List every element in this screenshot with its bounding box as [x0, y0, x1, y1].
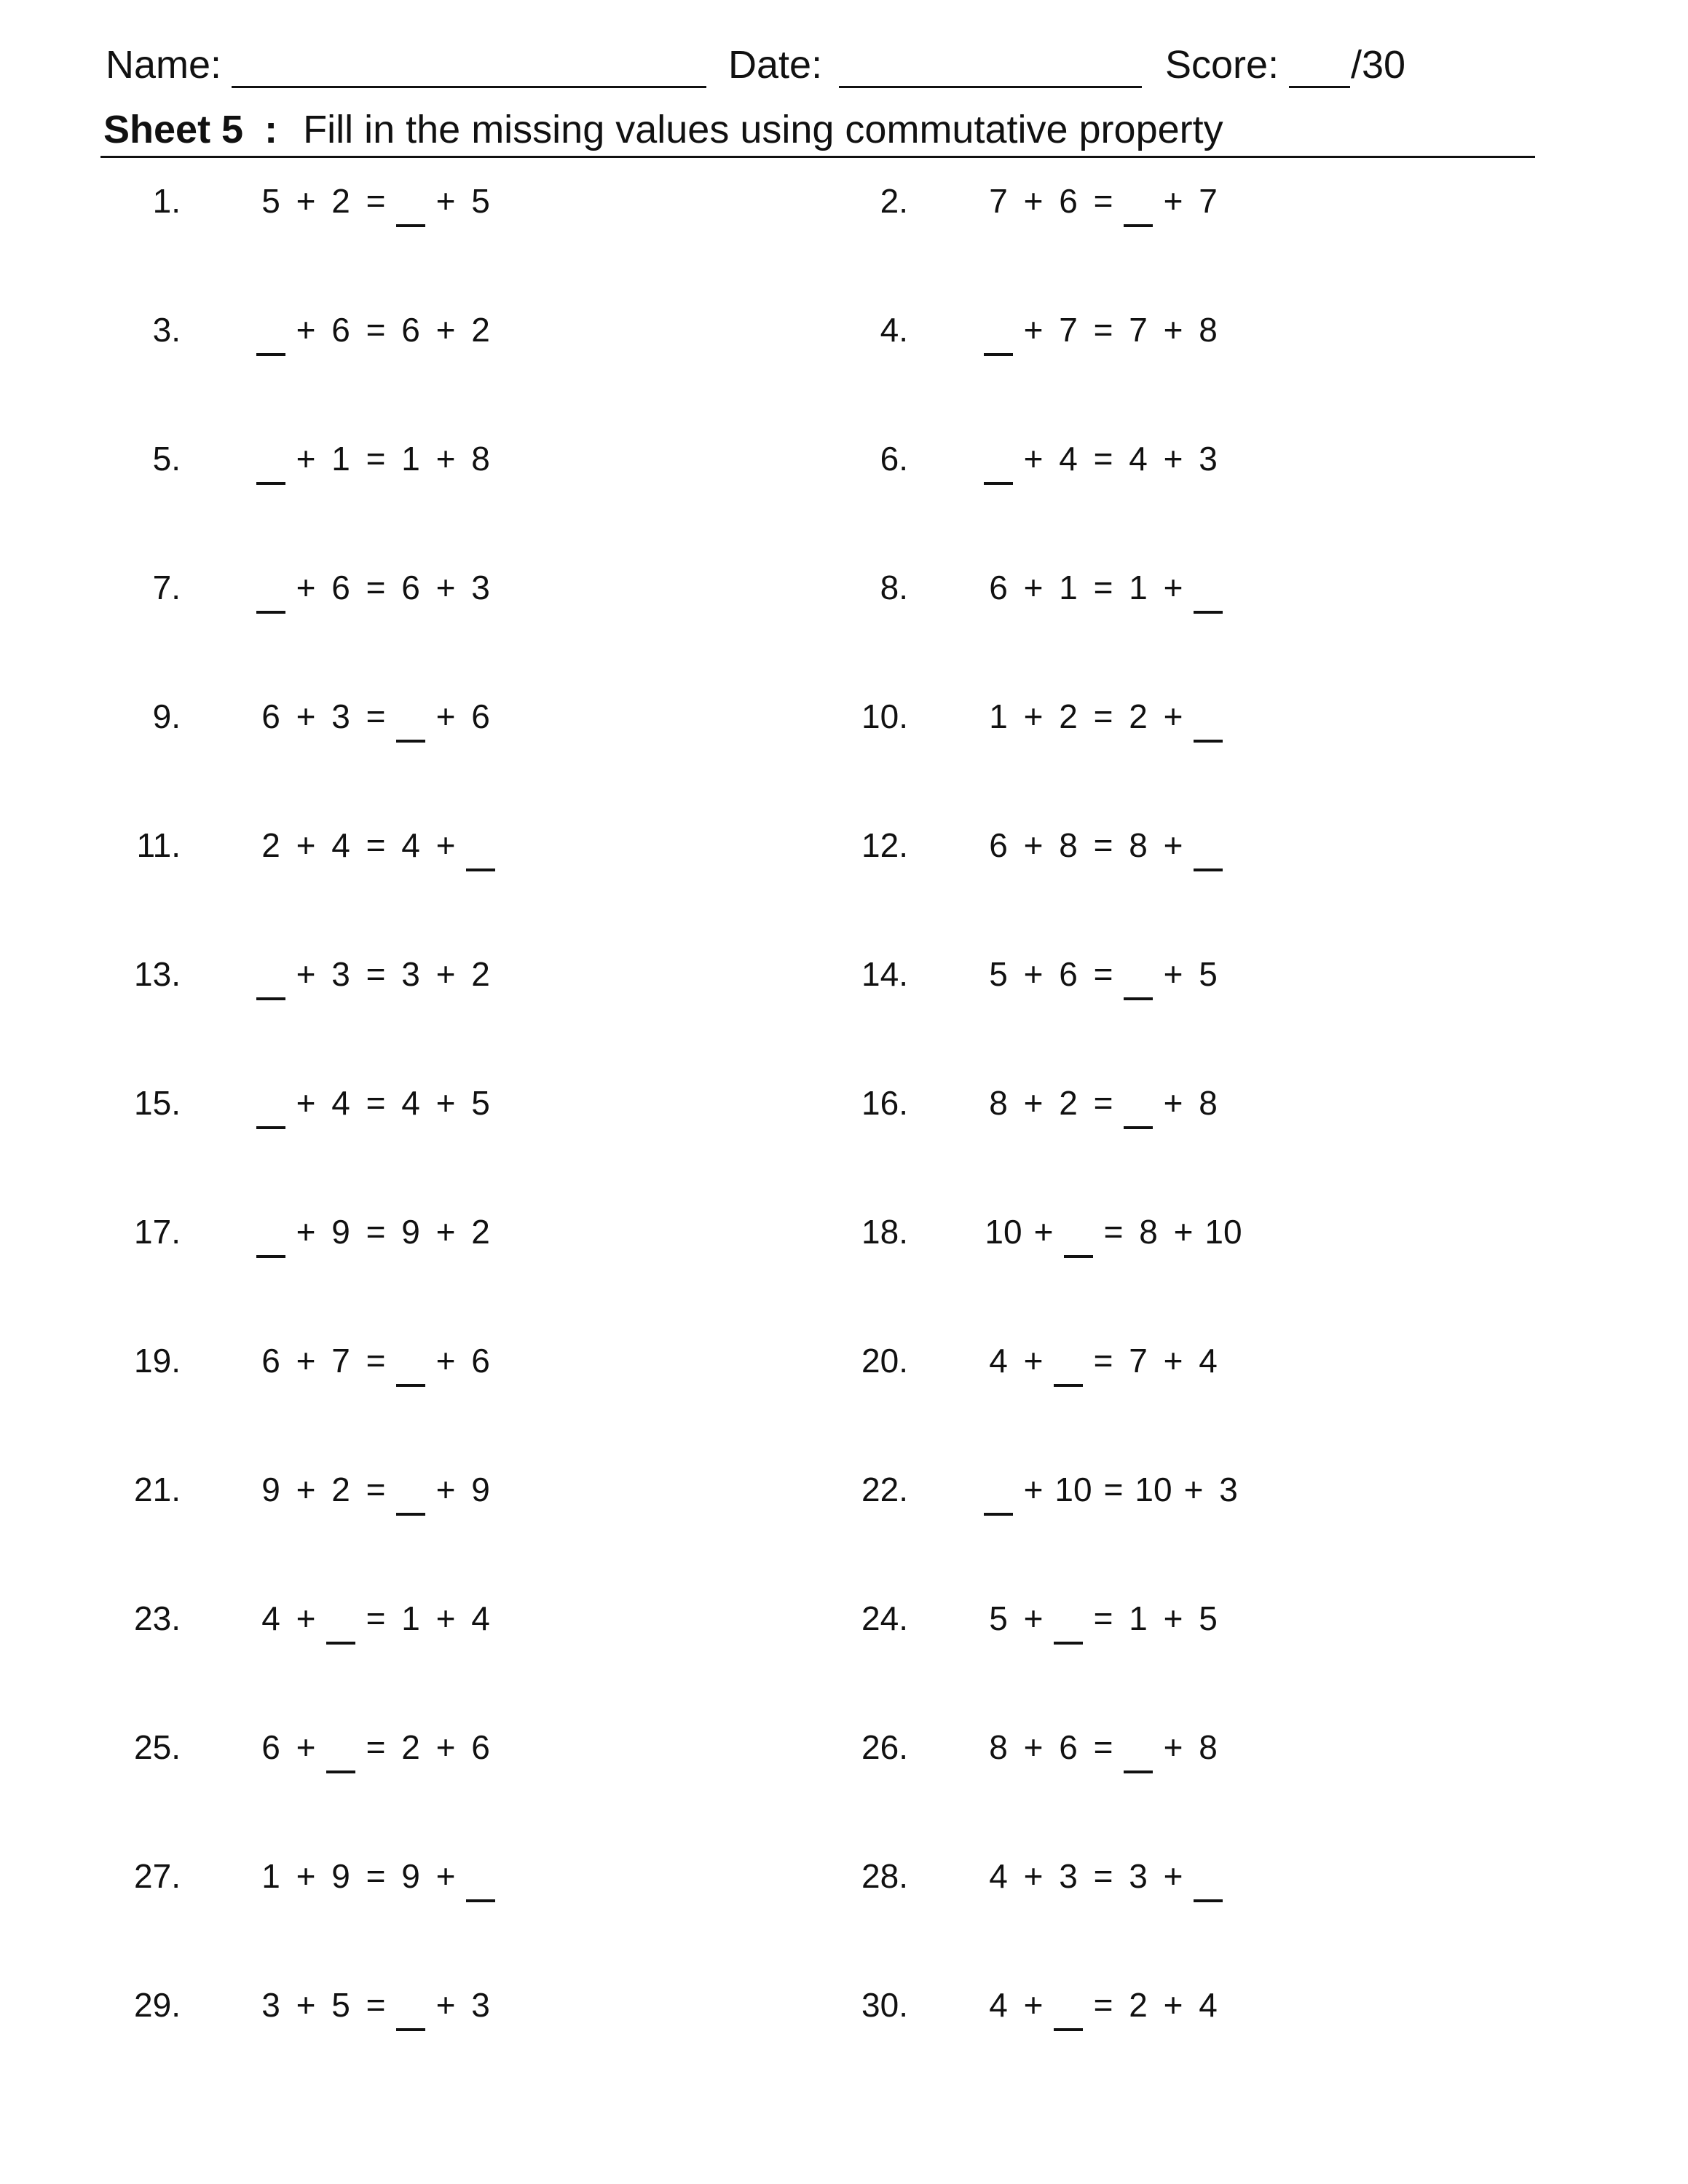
plus-sign: + [296, 569, 316, 606]
plus-sign: + [435, 1471, 456, 1508]
plus-sign: + [435, 1342, 456, 1380]
problem-4 [0, 301, 1688, 359]
operand: 2 [331, 182, 350, 220]
plus-sign: + [1183, 1471, 1204, 1508]
operand: 6 [401, 311, 420, 349]
problem-number: 2. [880, 182, 908, 220]
equals-sign: = [1093, 311, 1113, 349]
operand: 6 [471, 1728, 490, 1766]
equals-sign: = [366, 955, 386, 993]
operand: 6 [261, 697, 280, 735]
score-total: /30 [1351, 43, 1406, 87]
operand: 7 [1059, 311, 1078, 349]
operand: 8 [989, 1084, 1008, 1122]
operand: 2 [471, 1213, 490, 1251]
plus-sign: + [1023, 955, 1044, 993]
operand: 2 [401, 1728, 420, 1766]
plus-sign: + [296, 1728, 316, 1766]
problem-number: 27. [134, 1857, 181, 1895]
problem-number: 4. [880, 311, 908, 349]
plus-sign: + [435, 955, 456, 993]
operand: 2 [331, 1471, 350, 1508]
operand: 2 [1059, 1084, 1078, 1122]
answer-blank[interactable] [1064, 1255, 1093, 1258]
title-separator: : [264, 108, 278, 151]
date-field[interactable] [839, 86, 1142, 88]
equals-sign: = [1093, 1084, 1113, 1122]
equals-sign: = [366, 1213, 386, 1251]
plus-sign: + [296, 1213, 316, 1251]
plus-sign: + [1023, 182, 1044, 220]
plus-sign: + [435, 1986, 456, 2024]
operand: 2 [1129, 697, 1148, 735]
plus-sign: + [1163, 1342, 1183, 1380]
operand: 6 [401, 569, 420, 606]
date-label: Date: [728, 43, 823, 87]
sheet-title: Sheet 5 [103, 108, 244, 151]
operand: 4 [401, 826, 420, 864]
equals-sign: = [1093, 826, 1113, 864]
answer-blank[interactable] [1194, 869, 1223, 871]
problem-number: 7. [152, 569, 181, 606]
plus-sign: + [1023, 826, 1044, 864]
problem-number: 19. [134, 1342, 181, 1380]
equals-sign: = [366, 1599, 386, 1637]
operand: 7 [1129, 1342, 1148, 1380]
plus-sign: + [296, 826, 316, 864]
operand: 4 [401, 1084, 420, 1122]
equals-sign: = [1093, 440, 1113, 478]
plus-sign: + [1163, 1857, 1183, 1895]
problem-30 [0, 1976, 1688, 2034]
plus-sign: + [1163, 311, 1183, 349]
problem-16 [0, 1074, 1688, 1132]
operand: 8 [989, 1728, 1008, 1766]
operand: 9 [331, 1213, 350, 1251]
answer-blank[interactable] [1054, 1642, 1083, 1645]
operand: 6 [989, 826, 1008, 864]
plus-sign: + [435, 311, 456, 349]
problem-number: 9. [152, 697, 181, 735]
problem-number: 30. [861, 1986, 908, 2024]
plus-sign: + [1163, 1986, 1183, 2024]
operand: 4 [471, 1599, 490, 1637]
plus-sign: + [435, 440, 456, 478]
plus-sign: + [435, 569, 456, 606]
equals-sign: = [1093, 1342, 1113, 1380]
operand: 8 [1199, 311, 1218, 349]
plus-sign: + [1163, 955, 1183, 993]
plus-sign: + [1163, 182, 1183, 220]
equals-sign: = [366, 569, 386, 606]
operand: 4 [1199, 1986, 1218, 2024]
problem-number: 20. [861, 1342, 908, 1380]
instruction-text: Fill in the missing values using commutative property [303, 108, 1223, 151]
problem-number: 8. [880, 569, 908, 606]
operand: 5 [471, 1084, 490, 1122]
problem-number: 12. [861, 826, 908, 864]
operand: 4 [331, 826, 350, 864]
plus-sign: + [296, 1342, 316, 1380]
operand: 9 [401, 1213, 420, 1251]
plus-sign: + [1163, 1599, 1183, 1637]
problem-number: 21. [134, 1471, 181, 1508]
worksheet-header [0, 32, 1688, 98]
problem-12 [0, 816, 1688, 874]
problem-number: 29. [134, 1986, 181, 2024]
answer-blank[interactable] [1124, 1126, 1153, 1129]
operand: 3 [1199, 440, 1218, 478]
plus-sign: + [1023, 1857, 1044, 1895]
problem-18 [0, 1203, 1688, 1261]
problem-number: 28. [861, 1857, 908, 1895]
operand: 8 [1199, 1728, 1218, 1766]
problem-number: 17. [134, 1213, 181, 1251]
plus-sign: + [296, 182, 316, 220]
plus-sign: + [435, 1084, 456, 1122]
operand: 8 [1139, 1213, 1158, 1251]
equals-sign: = [366, 182, 386, 220]
operand: 1 [401, 1599, 420, 1637]
plus-sign: + [1163, 440, 1183, 478]
plus-sign: + [1033, 1213, 1054, 1251]
operand: 10 [985, 1213, 1022, 1251]
operand: 9 [471, 1471, 490, 1508]
operand: 4 [331, 1084, 350, 1122]
answer-blank[interactable] [984, 353, 1013, 356]
name-field[interactable] [232, 86, 706, 88]
equals-sign: = [1103, 1471, 1124, 1508]
operand: 8 [1199, 1084, 1218, 1122]
operand: 4 [1199, 1342, 1218, 1380]
answer-blank[interactable] [1054, 1384, 1083, 1387]
operand: 3 [331, 955, 350, 993]
operand: 5 [989, 1599, 1008, 1637]
plus-sign: + [1023, 1471, 1044, 1508]
operand: 6 [331, 311, 350, 349]
equals-sign: = [1093, 1728, 1113, 1766]
problem-number: 5. [152, 440, 181, 478]
equals-sign: = [366, 1728, 386, 1766]
operand: 9 [401, 1857, 420, 1895]
plus-sign: + [296, 1599, 316, 1637]
sheet-instruction-line [103, 100, 1223, 159]
equals-sign: = [366, 1471, 386, 1508]
operand: 6 [1059, 1728, 1078, 1766]
equals-sign: = [1093, 697, 1113, 735]
problem-number: 10. [861, 697, 908, 735]
plus-sign: + [296, 1986, 316, 2024]
plus-sign: + [1023, 1084, 1044, 1122]
operand: 5 [989, 955, 1008, 993]
plus-sign: + [1023, 311, 1044, 349]
answer-blank[interactable] [1124, 1770, 1153, 1773]
operand: 3 [471, 569, 490, 606]
operand: 1 [261, 1857, 280, 1895]
operand: 4 [989, 1986, 1008, 2024]
problem-number: 13. [134, 955, 181, 993]
answer-blank[interactable] [1124, 997, 1153, 1000]
plus-sign: + [1023, 569, 1044, 606]
operand: 2 [471, 311, 490, 349]
plus-sign: + [1023, 697, 1044, 735]
problem-number: 23. [134, 1599, 181, 1637]
operand: 6 [1059, 955, 1078, 993]
operand: 6 [989, 569, 1008, 606]
operand: 2 [471, 955, 490, 993]
plus-sign: + [435, 826, 456, 864]
plus-sign: + [296, 440, 316, 478]
plus-sign: + [1023, 1986, 1044, 2024]
operand: 3 [261, 1986, 280, 2024]
problem-number: 14. [861, 955, 908, 993]
plus-sign: + [435, 697, 456, 735]
equals-sign: = [366, 826, 386, 864]
equals-sign: = [1093, 1599, 1113, 1637]
operand: 9 [261, 1471, 280, 1508]
plus-sign: + [1023, 1342, 1044, 1380]
plus-sign: + [1163, 1728, 1183, 1766]
operand: 4 [989, 1857, 1008, 1895]
plus-sign: + [1173, 1213, 1194, 1251]
answer-blank[interactable] [984, 482, 1013, 485]
plus-sign: + [296, 1471, 316, 1508]
operand: 7 [1129, 311, 1148, 349]
score-field[interactable] [1289, 86, 1350, 88]
operand: 10 [1135, 1471, 1172, 1508]
operand: 3 [1059, 1857, 1078, 1895]
score-label: Score: [1165, 43, 1279, 87]
plus-sign: + [435, 1728, 456, 1766]
operand: 2 [261, 826, 280, 864]
problem-number: 22. [861, 1471, 908, 1508]
equals-sign: = [366, 1084, 386, 1122]
operand: 8 [471, 440, 490, 478]
operand: 5 [331, 1986, 350, 2024]
plus-sign: + [1023, 1599, 1044, 1637]
operand: 6 [471, 1342, 490, 1380]
equals-sign: = [1093, 1986, 1113, 2024]
problem-20 [0, 1332, 1688, 1390]
plus-sign: + [296, 697, 316, 735]
problem-24 [0, 1589, 1688, 1647]
equals-sign: = [1093, 1857, 1113, 1895]
operand: 3 [471, 1986, 490, 2024]
operand: 6 [471, 697, 490, 735]
plus-sign: + [1163, 569, 1183, 606]
header-divider [100, 156, 1535, 158]
equals-sign: = [366, 440, 386, 478]
operand: 6 [261, 1342, 280, 1380]
problem-number: 24. [861, 1599, 908, 1637]
problem-number: 15. [134, 1084, 181, 1122]
problem-number: 6. [880, 440, 908, 478]
problem-26 [0, 1718, 1688, 1776]
problem-2 [0, 172, 1688, 230]
operand: 4 [1129, 440, 1148, 478]
operand: 1 [331, 440, 350, 478]
operand: 5 [1199, 1599, 1218, 1637]
plus-sign: + [1163, 1084, 1183, 1122]
operand: 4 [1059, 440, 1078, 478]
operand: 6 [331, 569, 350, 606]
plus-sign: + [1163, 826, 1183, 864]
equals-sign: = [366, 1857, 386, 1895]
plus-sign: + [435, 182, 456, 220]
operand: 8 [1059, 826, 1078, 864]
answer-blank[interactable] [984, 1513, 1013, 1516]
operand: 3 [1129, 1857, 1148, 1895]
operand: 3 [401, 955, 420, 993]
operand: 10 [1054, 1471, 1092, 1508]
equals-sign: = [366, 1342, 386, 1380]
equals-sign: = [366, 697, 386, 735]
equals-sign: = [366, 1986, 386, 2024]
operand: 2 [1129, 1986, 1148, 2024]
plus-sign: + [296, 311, 316, 349]
problem-number: 18. [861, 1213, 908, 1251]
operand: 9 [331, 1857, 350, 1895]
operand: 1 [1059, 569, 1078, 606]
plus-sign: + [435, 1599, 456, 1637]
operand: 2 [1059, 697, 1078, 735]
operand: 8 [1129, 826, 1148, 864]
plus-sign: + [435, 1857, 456, 1895]
operand: 5 [471, 182, 490, 220]
operand: 4 [261, 1599, 280, 1637]
equals-sign: = [1093, 182, 1113, 220]
plus-sign: + [1023, 440, 1044, 478]
operand: 7 [989, 182, 1008, 220]
name-label: Name: [106, 43, 222, 87]
answer-blank[interactable] [1194, 740, 1223, 743]
plus-sign: + [1023, 1728, 1044, 1766]
operand: 1 [989, 697, 1008, 735]
plus-sign: + [296, 955, 316, 993]
operand: 4 [989, 1342, 1008, 1380]
problem-28 [0, 1847, 1688, 1905]
plus-sign: + [296, 1084, 316, 1122]
operand: 6 [1059, 182, 1078, 220]
problem-number: 11. [136, 826, 181, 864]
plus-sign: + [435, 1213, 456, 1251]
problem-6 [0, 430, 1688, 488]
problem-number: 1. [152, 182, 181, 220]
problem-10 [0, 687, 1688, 745]
operand: 1 [1129, 1599, 1148, 1637]
problem-number: 16. [861, 1084, 908, 1122]
equals-sign: = [1093, 569, 1113, 606]
equals-sign: = [366, 311, 386, 349]
operand: 1 [401, 440, 420, 478]
operand: 5 [261, 182, 280, 220]
operand: 5 [1199, 955, 1218, 993]
plus-sign: + [296, 1857, 316, 1895]
answer-blank[interactable] [1124, 224, 1153, 227]
answer-blank[interactable] [1194, 611, 1223, 614]
problem-8 [0, 558, 1688, 617]
answer-blank[interactable] [1054, 2028, 1083, 2031]
plus-sign: + [1163, 697, 1183, 735]
operand: 10 [1204, 1213, 1242, 1251]
operand: 3 [1219, 1471, 1238, 1508]
answer-blank[interactable] [1194, 1899, 1223, 1902]
problem-number: 26. [861, 1728, 908, 1766]
operand: 3 [331, 697, 350, 735]
equals-sign: = [1103, 1213, 1124, 1251]
problem-number: 3. [152, 311, 181, 349]
operand: 6 [261, 1728, 280, 1766]
problem-number: 25. [134, 1728, 181, 1766]
operand: 1 [1129, 569, 1148, 606]
operand: 7 [331, 1342, 350, 1380]
problem-22 [0, 1460, 1688, 1519]
operand: 7 [1199, 182, 1218, 220]
problem-14 [0, 945, 1688, 1003]
equals-sign: = [1093, 955, 1113, 993]
